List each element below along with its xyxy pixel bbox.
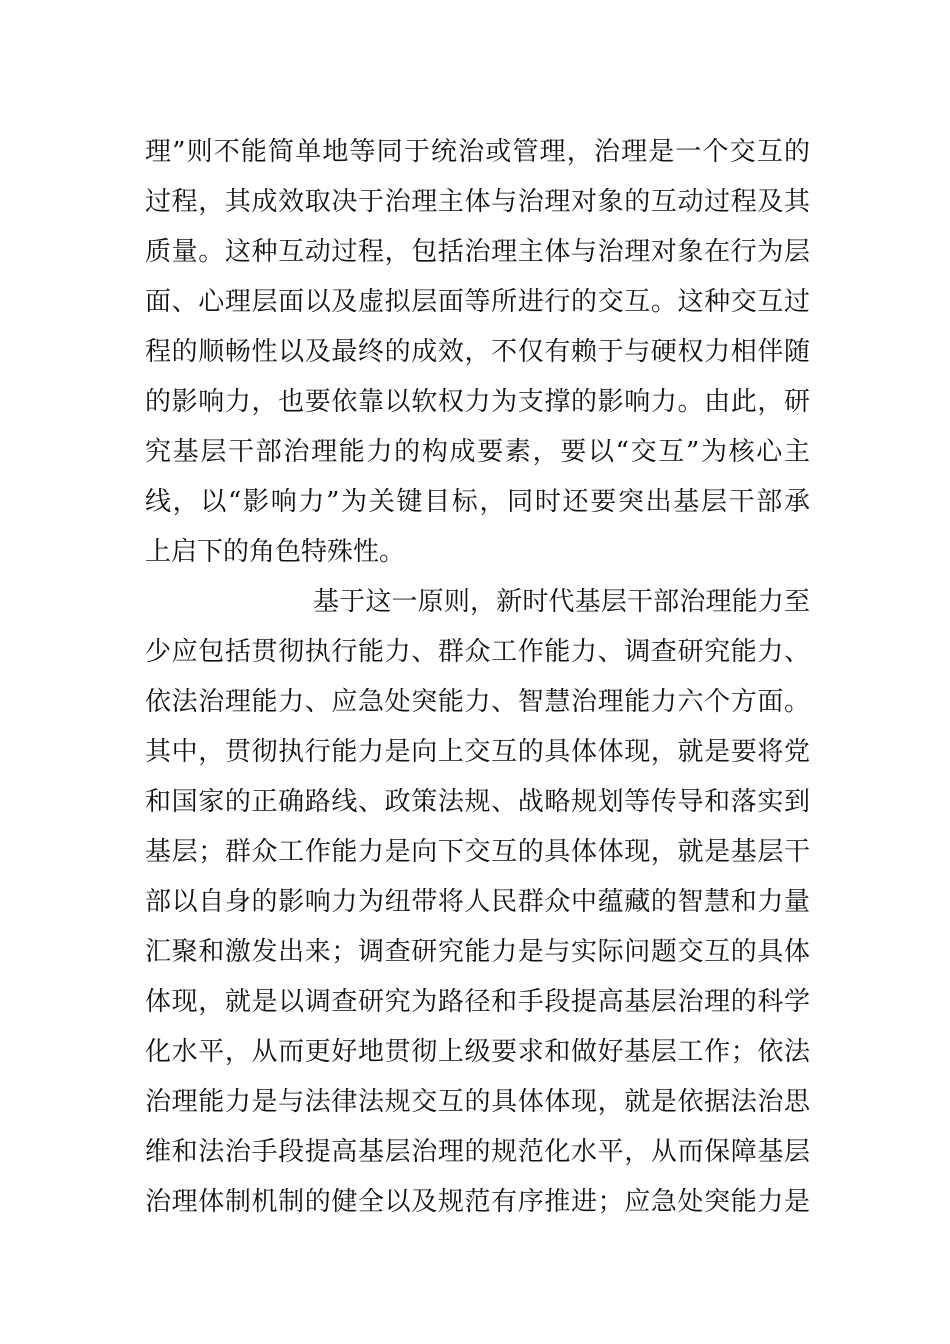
text-line: 程的顺畅性以及最终的成效，不仅有赖于与硬权力相伴随 (145, 337, 810, 367)
paragraph-1 (145, 127, 810, 577)
text-line: 和国家的正确路线、政策法规、战略规划等传导和落实到 (145, 787, 810, 817)
text-line: 其中，贯彻执行能力是向上交互的具体体现，就是要将党 (145, 737, 810, 767)
text-line: 汇聚和激发出来；调查研究能力是与实际问题交互的具体 (145, 937, 810, 967)
text-line: 部以自身的影响力为纽带将人民群众中蕴藏的智慧和力量 (145, 887, 810, 917)
text-line: 上启下的角色特殊性。 (145, 537, 406, 567)
body-text (145, 127, 810, 1227)
text-line: 的影响力，也要依靠以软权力为支撑的影响力。由此，研 (145, 387, 810, 417)
text-line: 体现，就是以调查研究为路径和手段提高基层治理的科学 (145, 987, 810, 1017)
text-line: 过程，其成效取决于治理主体与治理对象的互动过程及其 (145, 187, 810, 217)
text-line: 依法治理能力、应急处突能力、智慧治理能力六个方面。 (145, 687, 810, 717)
text-line: 治理能力是与法律法规交互的具体体现，就是依据法治思 (145, 1087, 810, 1117)
text-line: 质量。这种互动过程，包括治理主体与治理对象在行为层 (145, 237, 810, 267)
text-line: 治理体制机制的健全以及规范有序推进；应急处突能力是 (145, 1187, 810, 1217)
text-line: 面、心理层面以及虚拟层面等所进行的交互。这种交互过 (145, 287, 810, 317)
text-line: 基层；群众工作能力是向下交互的具体体现，就是基层干 (145, 837, 810, 867)
text-line: 基于这一原则，新时代基层干部治理能力至 (313, 587, 810, 617)
text-line: 少应包括贯彻执行能力、群众工作能力、调查研究能力、 (145, 637, 810, 667)
paragraph-2 (145, 577, 810, 1227)
text-line: 线，以“影响力”为关键目标，同时还要突出基层干部承 (145, 487, 810, 517)
text-line: 维和法治手段提高基层治理的规范化水平，从而保障基层 (145, 1137, 810, 1167)
text-line: 理”则不能简单地等同于统治或管理，治理是一个交互的 (145, 137, 810, 167)
text-line: 究基层干部治理能力的构成要素，要以“交互”为核心主 (145, 437, 810, 467)
text-line: 化水平，从而更好地贯彻上级要求和做好基层工作；依法 (145, 1037, 810, 1067)
